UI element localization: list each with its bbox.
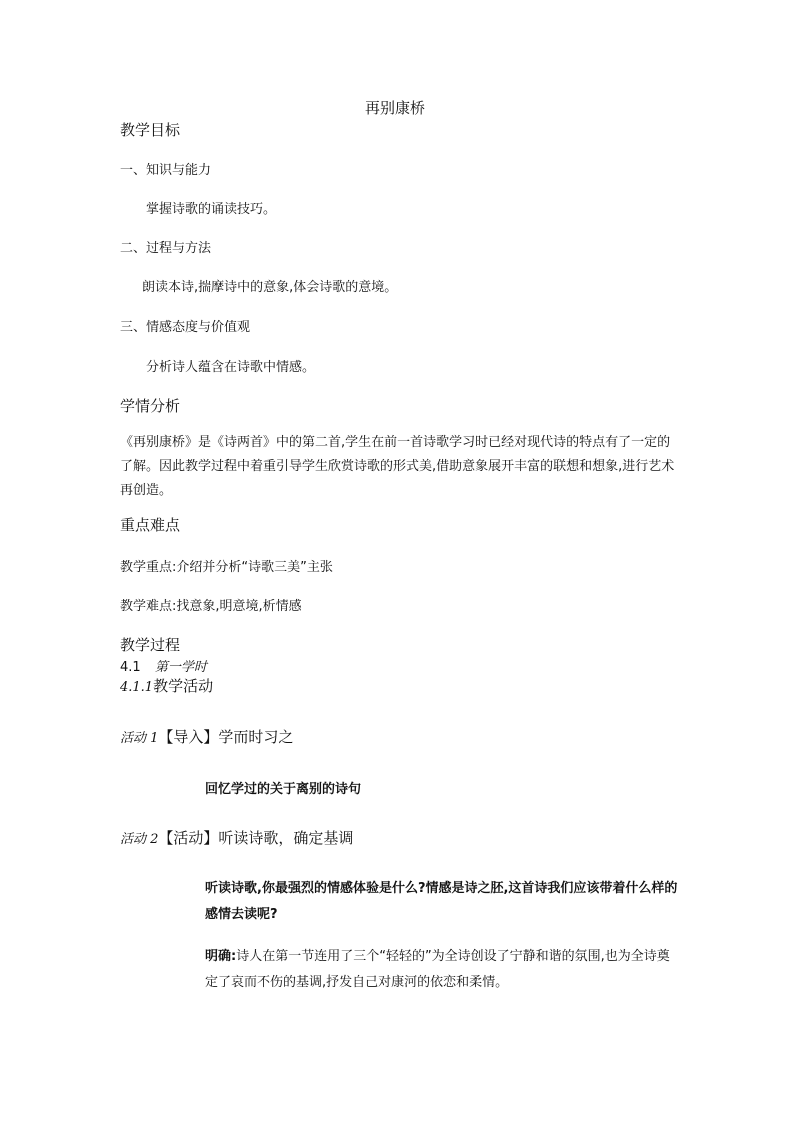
activity-2-answer-text: 诗人在第一节连用了三个“轻轻的”为全诗创设了宁静和谐的氛围,也为全诗奠定了哀而不伤的基调,抒发自己对康河的依恋和柔情。 [205, 949, 670, 990]
activity-1-label: 活动 1 [120, 731, 159, 746]
activity-2-title: 【活动】听读诗歌，确定基调 [158, 829, 354, 847]
analysis-heading: 学情分析 [120, 397, 181, 415]
section-4-1-number: 4.1 [120, 660, 141, 675]
goal3-heading: 三、情感态度与价值观 [120, 320, 251, 335]
activity-2-answer-label: 明确: [205, 949, 237, 964]
activity-2-answer [205, 944, 680, 996]
activity-2-heading [120, 827, 353, 848]
section-4-1-1 [120, 675, 213, 696]
process-heading: 教学过程 [120, 636, 181, 654]
activity-1-body: 回忆学过的关于离别的诗句 [205, 782, 362, 797]
difficult-point: 教学难点:找意象,明意境,析情感 [120, 599, 302, 614]
activity-2-question: 听读诗歌,你最强烈的情感体验是什么?情感是诗之胚,这首诗我们应该带着什么样的感情去读呢? [205, 881, 678, 922]
analysis-paragraph: 《再别康桥》是《诗两首》中的第二首,学生在前一首诗歌学习时已经对现代诗的特点有了一定的了解。因此教学过程中着重引导学生欣赏诗歌的形式美,借助意象展开丰富的联想和想象,进行艺术再创造。 [120, 435, 675, 498]
goals-heading: 教学目标 [120, 121, 181, 139]
activity-2-label: 活动 2 [120, 832, 159, 847]
section-4-1-1-title: 教学活动 [153, 677, 214, 695]
key-point: 教学重点:介绍并分析“诗歌三美”主张 [120, 560, 333, 575]
goal3-text: 分析诗人蕴含在诗歌中情感。 [146, 360, 316, 375]
goal2-heading: 二、过程与方法 [120, 241, 212, 256]
goal1-text: 掌握诗歌的诵读技巧。 [146, 202, 277, 217]
goal2-text: 朗读本诗,揣摩诗中的意象,体会诗歌的意境。 [142, 280, 398, 295]
keypoints-heading: 重点难点 [120, 516, 181, 534]
activity-1-heading [120, 726, 293, 747]
document-title: 再别康桥 [365, 99, 426, 117]
section-4-1-1-number: 4.1.1 [120, 680, 154, 695]
section-4-1-title: 第一学时 [154, 660, 207, 675]
section-4-1 [120, 656, 207, 675]
activity-1-title: 【导入】学而时习之 [158, 728, 294, 746]
goal1-heading: 一、知识与能力 [120, 163, 212, 178]
